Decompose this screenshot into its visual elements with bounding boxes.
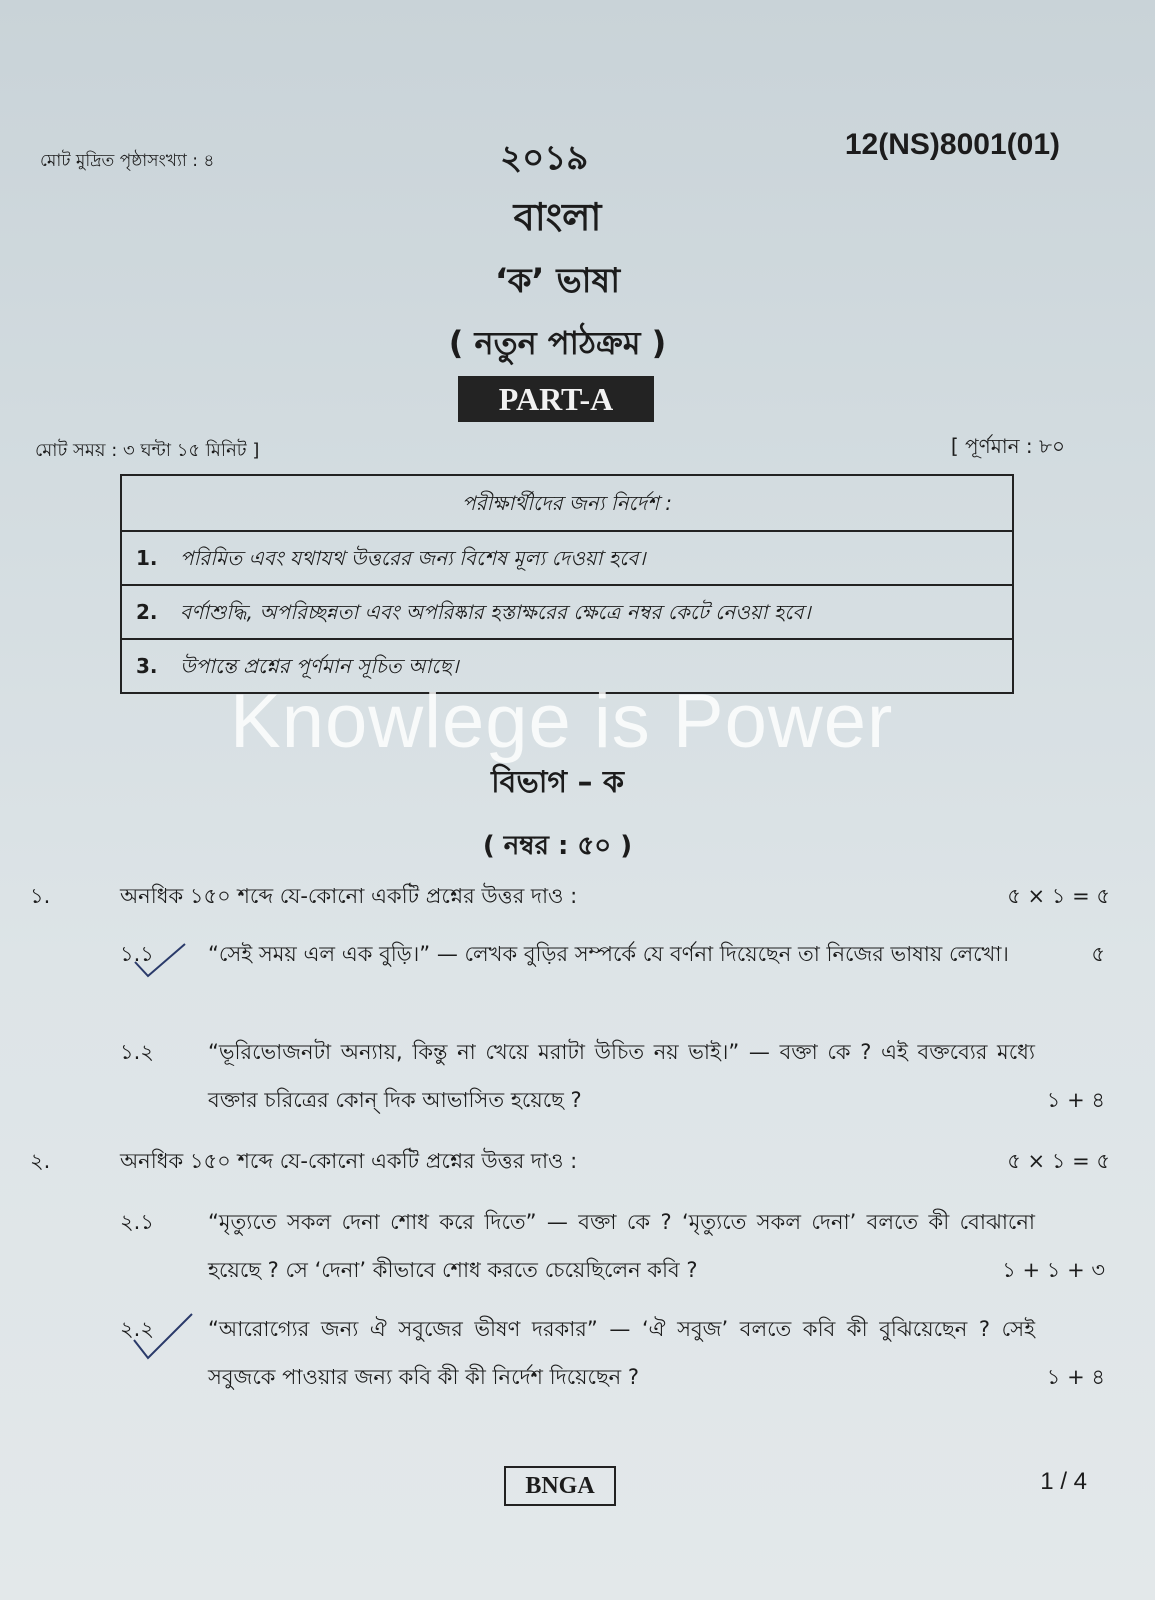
course-label: ( নতুন পাঠক্রম )	[448, 324, 667, 362]
subject-title: বাংলা	[513, 195, 602, 239]
section-title: বিভাগ – ক	[491, 765, 624, 800]
subquestion-number: ১.১	[120, 942, 154, 966]
section-marks: ( নম্বর : ৫০ )	[482, 831, 633, 861]
total-pages: মোট মুদ্রিত পৃষ্ঠাসংখ্যা : ৪	[40, 151, 215, 171]
subject-code-box: BNGA	[504, 1466, 616, 1506]
instructions-box	[120, 474, 1014, 694]
total-time: মোট সময় : ৩ ঘন্টা ১৫ মিনিট ]	[35, 440, 260, 461]
check-mark-icon	[128, 1310, 198, 1370]
instruction-number: 2.	[136, 600, 158, 624]
subquestion-text: “ভূরিভোজনটা অন্যায়, কিন্তু না খেয়ে মরাটা উচিত নয় ভাই।” — বক্তা কে ? এই বক্তব্যের মধ্যে বক্তার চরিত্রের কোন্ দিক আভাসিত হয়েছে ?	[208, 1040, 1035, 1112]
subquestion-2-2	[120, 1305, 1105, 1401]
question-number: ২.	[30, 1149, 51, 1173]
question-text: অনধিক ১৫০ শব্দে যে-কোনো একটি প্রশ্নের উত্তর দাও :	[120, 1149, 578, 1173]
instruction-item	[122, 530, 1012, 584]
subquestion-2-1	[120, 1198, 1105, 1294]
subquestion-text: “মৃত্যুতে সকল দেনা শোধ করে দিতে” — বক্তা কে ? ‘মৃত্যুতে সকল দেনা’ বলতে কী বোঝানো হয়েছে ? সে ‘দেনা’ কীভাবে শোধ করতে চেয়েছিলেন কবি ?	[208, 1210, 1035, 1282]
instruction-item	[122, 584, 1012, 638]
subquestion-1-1	[120, 930, 1105, 978]
question-text: অনধিক ১৫০ শব্দে যে-কোনো একটি প্রশ্নের উত্তর দাও :	[120, 884, 578, 908]
watermark: Knowlege is Power	[230, 679, 894, 764]
check-mark-icon	[130, 940, 190, 980]
subquestion-number: ২.১	[120, 1210, 154, 1234]
question-marks: ৫ × ১ = ৫	[1007, 884, 1110, 908]
question-marks: ৫ × ১ = ৫	[1007, 1149, 1110, 1173]
page-number: 1 / 4	[1040, 1468, 1087, 1495]
part-badge: PART-A	[458, 376, 654, 422]
instruction-text: বর্ণাশুদ্ধি, অপরিচ্ছন্নতা এবং অপরিষ্কার হস্তাক্ষরের ক্ষেত্রে নম্বর কেটে নেওয়া হবে।	[180, 600, 811, 624]
full-marks: [ পূর্ণমান : ৮০	[950, 434, 1065, 458]
exam-year: ২০১৯	[500, 138, 589, 178]
instruction-number: 3.	[136, 654, 158, 678]
subquestion-marks: ১ + ৪	[1046, 1365, 1105, 1389]
subquestion-marks: ৫	[1091, 942, 1105, 966]
subquestion-number: ২.২	[120, 1317, 154, 1341]
question-number: ১.	[30, 884, 51, 908]
instruction-text: পরিমিত এবং যথাযথ উত্তরের জন্য বিশেষ মূল্য দেওয়া হবে।	[180, 546, 646, 570]
instruction-number: 1.	[136, 546, 158, 570]
instruction-text: উপান্তে প্রশ্নের পূর্ণমান সূচিত আছে।	[180, 654, 459, 678]
subquestion-1-2	[120, 1028, 1105, 1124]
instructions-title: পরীক্ষার্থীদের জন্য নির্দেশ :	[462, 491, 672, 515]
subquestion-marks: ১ + ১ + ৩	[1002, 1258, 1105, 1282]
language-label: ‘ক’ ভাষা	[494, 261, 621, 301]
subquestion-text: “সেই সময় এল এক বুড়ি।” — লেখক বুড়ির সম্পর্কে যে বর্ণনা দিয়েছেন তা নিজের ভাষায় লেখো।	[208, 942, 1009, 966]
subquestion-number: ১.২	[120, 1040, 154, 1064]
subquestion-text: “আরোগ্যের জন্য ঐ সবুজের ভীষণ দরকার” — ‘ঐ সবুজ’ বলতে কবি কী বুঝিয়েছেন ? সেই সবুজকে পাওয়ার জন্য কবি কী কী নির্দেশ দিয়েছেন ?	[208, 1317, 1035, 1389]
subquestion-marks: ১ + ৪	[1046, 1088, 1105, 1112]
paper-code: 12(NS)8001(01)	[844, 128, 1060, 161]
